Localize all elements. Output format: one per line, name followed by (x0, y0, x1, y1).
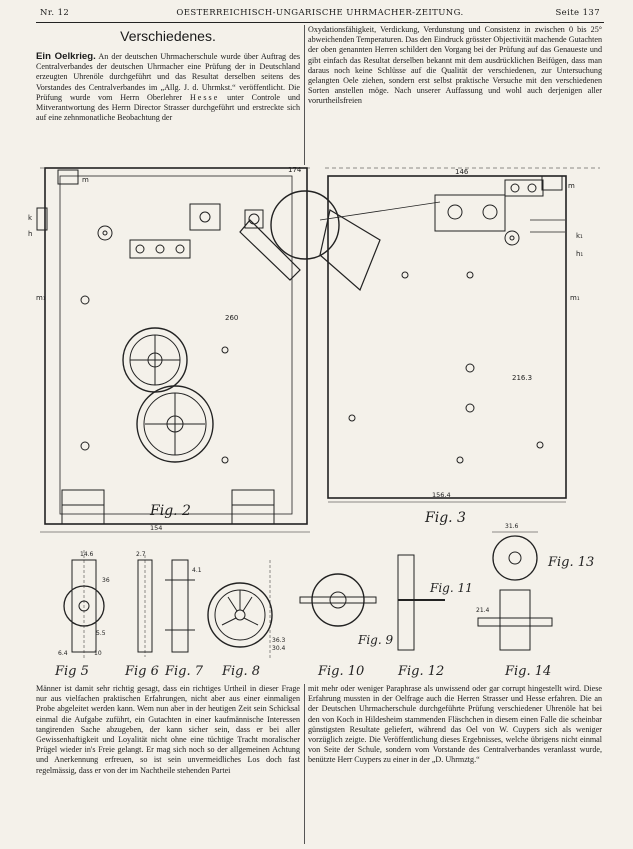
fig-2-drawing (28, 168, 310, 532)
fig-10-caption: Fig. 10 (318, 664, 365, 679)
article-text-left-bottom: Männer ist damit sehr richtig gesagt, dass ein richtiges Urtheil in dieser Frage nur aus vielfachen praktischen Erfahrungen, nicht aber aus einer einmaligen Probe abgeleitet werden kann. Wem nun aber in der heutigen Zeit sein Schicksal einmal die Aufgabe zuführt, ein Gutachten in einer kaufmännische Interessen tangirenden Sache abzugeben, der kann sicher sein, dass er bei aller Gewissenhaftigkeit und Loyalität nicht ohne eine tüchtige Tracht moralischer Prügel wieder in's Freie gelangt. Er mag sich noch so der allgemeinen Achtung und Anerkennung erfreuen, so ist sein unvermeidliches Los doch fast regelmässig, dass er von der im Nachtheile stehenden Partei (36, 684, 300, 775)
fig-6-drawing (124, 551, 159, 679)
column-divider-bottom (304, 684, 305, 844)
linking-arm (240, 166, 440, 290)
journal-title: OESTERREICHISCH-UNGARISCHE UHRMACHER-ZEITUNG. (176, 8, 464, 18)
label-k1: k₁ (576, 232, 583, 240)
dim-260: 260 (225, 314, 239, 322)
dim-304: 30.4 (272, 645, 286, 652)
label-h1: h₁ (576, 250, 584, 258)
name-hesse: Hesse (189, 92, 220, 102)
fig-2-caption: Fig. 2 (150, 503, 191, 519)
fig-9-caption: Fig. 9 (358, 633, 394, 647)
fig-8-drawing (208, 560, 286, 679)
label-m1-right: m₁ (570, 294, 580, 302)
article-text-right-top: Oxydationsfähigkeit, Verdickung, Verdunstung und Consistenz in zwischen 0 bis 25° abweichenden Temperaturen. Das den Eindruck grösster Objectivität machende Gutachten der oben genannten Herren schildert den Vorgang bei der Prüfung auf das Genaueste und gibt einfach das Resultat derselben bekannt mit dem ausdrücklichen Beifügen, dass man daraus noch keine Schlüsse auf die Qualität der verschiedenen, zur Untersuchung gelangten Oele ziehen, sondern erst selbst praktische Versuche mit den verschiedenen Sorten anstellen möge. Nach unserer Auffassung und wohl auch derjenigen aller vorurtheilsfreien (308, 25, 602, 106)
dim-64: 6.4 (58, 650, 68, 657)
dim-1564: 156.4 (432, 491, 451, 499)
fig-9-10-drawing (300, 574, 393, 679)
technical-drawings (0, 160, 633, 690)
dim-316: 31.6 (505, 523, 519, 530)
fig-8-caption: Fig. 8 (222, 664, 261, 679)
label-m1: m₁ (36, 294, 46, 302)
label-h: h (28, 230, 33, 238)
label-m: m (82, 176, 89, 184)
label-k: k (28, 214, 33, 222)
fig-7-drawing (164, 560, 204, 679)
fig-3-caption: Fig. 3 (425, 510, 466, 526)
dim-41: 4.1 (192, 567, 202, 574)
article-text-left-top (36, 52, 300, 164)
fig-13-14-drawing (476, 523, 594, 679)
dim-10: 10 (94, 650, 102, 657)
issue-number: Nr. 12 (40, 8, 70, 18)
dim-2163: 216.3 (512, 374, 533, 382)
fig-6-caption: Fig 6 (125, 664, 159, 679)
article-lead: Ein Oelkrieg. (36, 52, 96, 62)
fig-7-caption: Fig. 7 (165, 664, 204, 679)
section-title: Verschiedenes. (120, 28, 216, 44)
paragraph: An der deutschen Uhrmacherschule wurde über Auftrag des Centralverbandes der deutschen Uhrmacher eine Prüfung der in Deutschland erzeugten Uhrenöle durchgeführt und das Resultat derselben seitens des Vorstandes des Centralverbandes im „Allg. J. d. Uhrmkst.“ veröffentlicht. Die Prüfung wurde vom Herrn Oberlehrer (36, 52, 300, 102)
dim-363: 36.3 (272, 637, 286, 644)
header-rule (36, 22, 604, 23)
fig-5-drawing (54, 550, 110, 679)
fig-3-drawing (325, 168, 600, 526)
page-number: Seite 137 (555, 8, 600, 18)
fig-11-caption: Fig. 11 (430, 581, 473, 595)
dim-154: 154 (150, 524, 163, 532)
label-m-right: m (568, 182, 575, 190)
running-header (40, 8, 600, 22)
dim-27: 2.7 (136, 551, 146, 558)
fig-5-caption: Fig 5 (55, 664, 89, 679)
dim-146-small: 14.6 (80, 551, 94, 558)
fig-12-caption: Fig. 12 (398, 664, 445, 679)
dim-146: 146 (455, 168, 469, 176)
dim-174: 174 (288, 166, 302, 174)
article-text-right-bottom: mit mehr oder weniger Paraphrase als unwissend oder gar corrupt hingestellt wird. Diese Erfahrung mussten in der Oelfrage auch die Herren Strasser und Hesse erfahren. Die an der Deutschen Uhrmacherschule durchgeführte Prüfung verschiedener Uhrenöle hat bei den von Koch in Hildesheim stammenden Fläschchen in diesem einen Falle die scheinbar günstigsten Resultate geliefert, während das Oel von W. Cuypers sich als weniger vorzüglich zeigte. Die Veröffentlichung dieses Ergebnisses, welche übrigens nicht einmal von Seite der Schule, sondern vom Vorstande des Centralverbandes veranlasst wurde, benützte Herr Cuypers zu einer in der „D. Uhrmztg.“ (308, 684, 602, 765)
paragraph-cont: unter Controle und Mitverantwortung des Herrn Director Strasser durchgeführt und erstreckte sich auf eine zehnmonatliche Beobachtung der (36, 92, 300, 123)
fig-14-caption: Fig. 14 (505, 664, 552, 679)
column-divider-top (304, 25, 305, 165)
fig-13-caption: Fig. 13 (548, 555, 595, 570)
dim-214: 21.4 (476, 607, 490, 614)
dim-36: 36 (102, 577, 110, 584)
fig-11-12-drawing (397, 555, 473, 679)
dim-55: 5.5 (96, 630, 106, 637)
